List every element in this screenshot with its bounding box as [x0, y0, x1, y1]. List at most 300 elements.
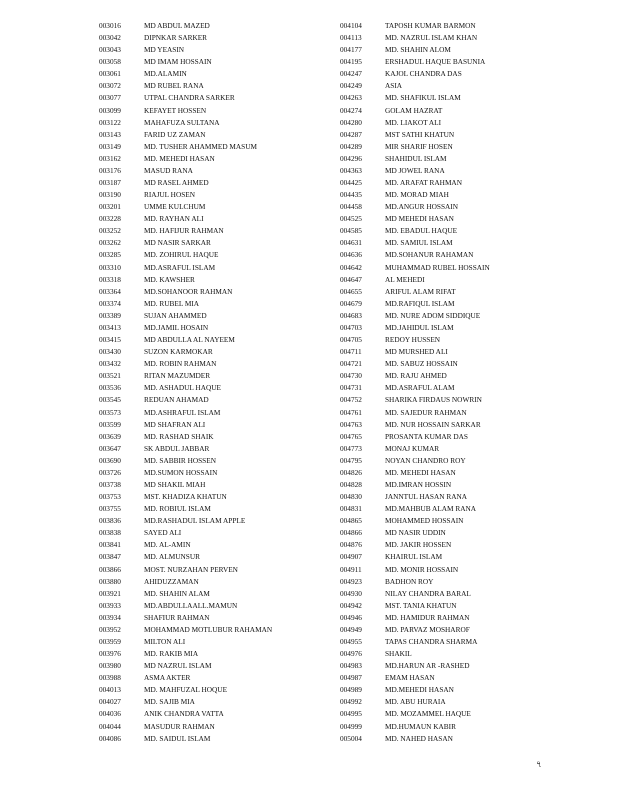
employee-code: 004631 — [340, 238, 362, 248]
employee-name: MD.JAHIDUL ISLAM — [385, 322, 454, 332]
list-item — [340, 431, 580, 443]
employee-code: 003415 — [99, 335, 121, 345]
employee-name: MD NASIR SARKAR — [144, 238, 211, 248]
employee-name: MST. KHADIZA KHATUN — [144, 492, 227, 502]
employee-name: MD. MEHEDI HASAN — [144, 153, 215, 163]
employee-name: FARID UZ ZAMAN — [144, 129, 206, 139]
employee-name: MD.ASHRAFUL ISLAM — [144, 407, 221, 417]
list-item — [340, 515, 580, 527]
list-item — [340, 576, 580, 588]
employee-name: MD. TUSHER AHAMMED MASUM — [144, 141, 257, 151]
employee-name: MD. SABBIR HOSSEN — [144, 455, 216, 465]
list-item — [99, 32, 329, 44]
employee-code: 004763 — [340, 419, 362, 429]
list-item — [340, 129, 580, 141]
employee-code: 004911 — [340, 564, 362, 574]
employee-code: 003838 — [99, 528, 121, 538]
list-item — [99, 479, 329, 491]
employee-name: MST. TANIA KHATUN — [385, 600, 457, 610]
list-item — [340, 310, 580, 322]
list-item — [99, 92, 329, 104]
list-item — [340, 105, 580, 117]
list-item — [340, 503, 580, 515]
employee-name: TAPOSH KUMAR BARMON — [385, 21, 476, 30]
employee-name: MST SATHI KHATUN — [385, 129, 455, 139]
employee-name: MD. PARVAZ MOSHAROF — [385, 624, 470, 634]
employee-name: MD. SAIDUL ISLAM — [144, 733, 211, 743]
employee-code: 003201 — [99, 202, 121, 212]
employee-code: 003933 — [99, 600, 121, 610]
employee-code: 003880 — [99, 576, 121, 586]
list-item — [99, 648, 329, 660]
list-item — [99, 636, 329, 648]
employee-name: KAJOL CHANDRA DAS — [385, 69, 462, 79]
employee-code: 003536 — [99, 383, 121, 393]
employee-name: DIPNKAR SARKER — [144, 33, 208, 43]
list-item — [99, 382, 329, 394]
employee-name: SHARIKA FIRDAUS NOWRIN — [385, 395, 482, 405]
list-item — [99, 733, 329, 745]
employee-code: 003753 — [99, 492, 121, 502]
list-item — [340, 636, 580, 648]
employee-code: 003043 — [99, 45, 121, 55]
employee-name: MD. ROBIUL ISLAM — [144, 504, 211, 514]
employee-code: 003228 — [99, 214, 121, 224]
employee-name: MD SHAFRAN ALI — [144, 419, 206, 429]
list-item — [340, 237, 580, 249]
list-item — [340, 92, 580, 104]
list-item — [340, 491, 580, 503]
employee-name: NILAY CHANDRA BARAL — [385, 588, 471, 598]
employee-name: BADHON ROY — [385, 576, 434, 586]
employee-name: MD. RUBEL MIA — [144, 298, 200, 308]
list-item — [99, 129, 329, 141]
list-item — [340, 153, 580, 165]
employee-name: MD JOWEL RANA — [385, 165, 445, 175]
employee-name: MD. AL-AMIN — [144, 540, 191, 550]
employee-name: AHIDUZZAMAN — [144, 576, 199, 586]
list-item — [99, 286, 329, 298]
employee-code: 003836 — [99, 516, 121, 526]
list-item — [99, 588, 329, 600]
list-item — [99, 467, 329, 479]
list-item — [99, 20, 329, 32]
employee-name: MUHAMMAD RUBEL HOSSAIN — [385, 262, 490, 272]
employee-name: MD. NAHED HASAN — [385, 733, 453, 743]
employee-code: 004752 — [340, 395, 362, 405]
employee-code: 004289 — [340, 141, 362, 151]
list-item — [340, 249, 580, 261]
employee-name: MD.MEHEDI HASAN — [385, 685, 454, 695]
employee-code: 004721 — [340, 359, 362, 369]
employee-code: 004705 — [340, 335, 362, 345]
employee-code: 005004 — [340, 733, 362, 743]
employee-code: 004761 — [340, 407, 362, 417]
employee-name: MD. ALMUNSUR — [144, 552, 200, 562]
employee-code: 003690 — [99, 455, 121, 465]
employee-code: 004995 — [340, 709, 362, 719]
list-item — [340, 262, 580, 274]
list-item — [340, 527, 580, 539]
list-item — [340, 467, 580, 479]
list-item — [340, 213, 580, 225]
employee-code: 004992 — [340, 697, 362, 707]
employee-name: UMME KULCHUM — [144, 202, 206, 212]
employee-name: MD.HUMAUN KABIR — [385, 721, 456, 731]
employee-code: 004930 — [340, 588, 362, 598]
list-item — [99, 56, 329, 68]
list-item — [340, 80, 580, 92]
employee-code: 004773 — [340, 443, 362, 453]
employee-code: 004363 — [340, 165, 362, 175]
list-item — [340, 684, 580, 696]
employee-name: MD.ALAMIN — [144, 69, 187, 79]
list-item — [340, 141, 580, 153]
employee-code: 003952 — [99, 624, 121, 634]
list-item — [99, 262, 329, 274]
employee-name: MOST. NURZAHAN PERVEN — [144, 564, 238, 574]
employee-code: 004711 — [340, 347, 362, 357]
employee-code: 004044 — [99, 721, 121, 731]
list-item — [99, 551, 329, 563]
employee-name: MD. RASHAD SHAIK — [144, 431, 214, 441]
employee-name: MD. SHAHIN ALAM — [144, 588, 210, 598]
employee-name: MD. ABU HURAIA — [385, 697, 446, 707]
employee-code: 003058 — [99, 57, 121, 67]
employee-name: MD.RAFIQUL ISLAM — [385, 298, 455, 308]
employee-code: 003866 — [99, 564, 121, 574]
employee-name: SHAHIDUL ISLAM — [385, 153, 447, 163]
employee-name: MIR SHARIF HOSEN — [385, 141, 453, 151]
list-item — [99, 68, 329, 80]
employee-name: MD NAZRUL ISLAM — [144, 661, 212, 671]
employee-name: MD. MONIR HOSSAIN — [385, 564, 459, 574]
employee-code: 004830 — [340, 492, 362, 502]
employee-name: JANNTUL HASAN RANA — [385, 492, 468, 502]
employee-name: MD. ARAFAT RAHMAN — [385, 178, 462, 188]
employee-code: 004826 — [340, 467, 362, 477]
employee-name: MD.ANGUR HOSSAIN — [385, 202, 458, 212]
employee-code: 004765 — [340, 431, 362, 441]
employee-code: 003262 — [99, 238, 121, 248]
list-item — [99, 564, 329, 576]
employee-code: 004647 — [340, 274, 362, 284]
list-item — [340, 177, 580, 189]
employee-name: MONAJ KUMAR — [385, 443, 440, 453]
list-item — [99, 80, 329, 92]
employee-code: 003072 — [99, 81, 121, 91]
employee-code: 004425 — [340, 178, 362, 188]
employee-name: MD. ROBIN RAHMAN — [144, 359, 217, 369]
list-item — [99, 394, 329, 406]
list-item — [99, 600, 329, 612]
employee-code: 003738 — [99, 479, 121, 489]
list-item — [99, 44, 329, 56]
employee-name: MD. HAFIJUR RAHMAN — [144, 226, 224, 236]
employee-code: 004013 — [99, 685, 121, 695]
list-item — [340, 334, 580, 346]
employee-name: MOHAMMAD MOTLUBUR RAHAMAN — [144, 624, 273, 634]
list-item — [340, 564, 580, 576]
list-item — [340, 660, 580, 672]
employee-code: 004195 — [340, 57, 362, 67]
employee-code: 004287 — [340, 129, 362, 139]
employee-code: 003639 — [99, 431, 121, 441]
employee-code: 003980 — [99, 661, 121, 671]
list-item — [340, 648, 580, 660]
list-item — [99, 153, 329, 165]
employee-code: 003430 — [99, 347, 121, 357]
list-item — [340, 407, 580, 419]
employee-code: 003143 — [99, 129, 121, 139]
employee-name: MD.ASRAFUL ALAM — [385, 383, 455, 393]
employee-code: 003162 — [99, 153, 121, 163]
employee-code: 003841 — [99, 540, 121, 550]
list-item — [340, 696, 580, 708]
list-item — [99, 491, 329, 503]
employee-code: 003976 — [99, 649, 121, 659]
list-item — [99, 624, 329, 636]
employee-code: 003521 — [99, 371, 121, 381]
employee-code: 003122 — [99, 117, 121, 127]
employee-name: SHAFIUR RAHMAN — [144, 612, 210, 622]
employee-code: 003310 — [99, 262, 121, 272]
list-item — [99, 431, 329, 443]
employee-name: MASUDUR RAHMAN — [144, 721, 215, 731]
list-item — [99, 165, 329, 177]
employee-name: REDOY HUSSEN — [385, 335, 441, 345]
employee-name: MD. SAMIUL ISLAM — [385, 238, 453, 248]
list-item — [99, 213, 329, 225]
employee-code: 004679 — [340, 298, 362, 308]
employee-name: MD. MOZAMMEL HAQUE — [385, 709, 471, 719]
list-item — [99, 696, 329, 708]
list-item — [99, 310, 329, 322]
list-item — [99, 527, 329, 539]
employee-code: 003847 — [99, 552, 121, 562]
employee-name: SAYED ALI — [144, 528, 182, 538]
employee-code: 003285 — [99, 250, 121, 260]
employee-name: MD.SOHANUR RAHAMAN — [385, 250, 474, 260]
employee-code: 003374 — [99, 298, 121, 308]
employee-code: 003389 — [99, 310, 121, 320]
list-item — [340, 298, 580, 310]
employee-name: MD. SAJEDUR RAHMAN — [385, 407, 467, 417]
employee-name: MD.RASHADUL ISLAM APPLE — [144, 516, 246, 526]
employee-code: 003187 — [99, 178, 121, 188]
employee-name: MD ABDULLA AL NAYEEM — [144, 335, 235, 345]
employee-code: 003755 — [99, 504, 121, 514]
employee-name: MASUD RANA — [144, 165, 193, 175]
employee-name: MD. ZOHIRUL HAQUE — [144, 250, 219, 260]
employee-name: ARIFUL ALAM RIFAT — [385, 286, 456, 296]
list-item — [340, 600, 580, 612]
employee-name: ERSHADUL HAQUE BASUNIA — [385, 57, 486, 67]
employee-code: 003252 — [99, 226, 121, 236]
employee-name: MD.ABDULLAALL.MAMUN — [144, 600, 238, 610]
list-item — [340, 733, 580, 745]
employee-name: MD. NURE ADOM SIDDIQUE — [385, 310, 481, 320]
list-item — [340, 225, 580, 237]
employee-code: 003647 — [99, 443, 121, 453]
employee-name: MD. EBADUL HAQUE — [385, 226, 458, 236]
list-item — [99, 443, 329, 455]
employee-code: 004976 — [340, 649, 362, 659]
list-item — [99, 576, 329, 588]
employee-name: MD. HAMIDUR RAHMAN — [385, 612, 470, 622]
list-item — [340, 117, 580, 129]
employee-code: 004876 — [340, 540, 362, 550]
list-item — [99, 225, 329, 237]
employee-code: 004987 — [340, 673, 362, 683]
list-item — [340, 588, 580, 600]
employee-name: MD. SABUZ HOSSAIN — [385, 359, 458, 369]
list-item — [340, 539, 580, 551]
employee-name: EMAM HASAN — [385, 673, 435, 683]
employee-code: 003573 — [99, 407, 121, 417]
list-item — [340, 419, 580, 431]
employee-name: MD. JAKIR HOSSEN — [385, 540, 452, 550]
employee-name: MD. MAHFUZAL HOQUE — [144, 685, 228, 695]
employee-name: MD NASIR UDDIN — [385, 528, 446, 538]
employee-name: MD. LIAKOT ALI — [385, 117, 442, 127]
employee-name: MD.ASRAFUL ISLAM — [144, 262, 216, 272]
list-item — [340, 455, 580, 467]
list-item — [99, 455, 329, 467]
list-item — [340, 612, 580, 624]
employee-name: MD. SAJIB MIA — [144, 697, 195, 707]
employee-code: 004655 — [340, 286, 362, 296]
employee-name: MOHAMMED HOSSAIN — [385, 516, 464, 526]
employee-name: MAHAFUZA SULTANA — [144, 117, 220, 127]
employee-name: MD. MORAD MIAH — [385, 190, 449, 200]
list-item — [99, 612, 329, 624]
list-item — [99, 201, 329, 213]
employee-code: 003413 — [99, 322, 121, 332]
list-item — [99, 660, 329, 672]
employee-code: 004999 — [340, 721, 362, 731]
employee-code: 003726 — [99, 467, 121, 477]
employee-code: 004831 — [340, 504, 362, 514]
right-name-list — [340, 20, 580, 745]
list-item — [99, 721, 329, 733]
employee-name: UTPAL CHANDRA SARKER — [144, 93, 235, 103]
employee-code: 004585 — [340, 226, 362, 236]
list-item — [99, 346, 329, 358]
employee-name: MD.HARUN AR -RASHED — [385, 661, 470, 671]
employee-code: 004955 — [340, 636, 362, 646]
employee-code: 004731 — [340, 383, 362, 393]
employee-code: 004027 — [99, 697, 121, 707]
list-item — [340, 274, 580, 286]
employee-code: 004703 — [340, 322, 362, 332]
list-item — [99, 322, 329, 334]
list-item — [99, 177, 329, 189]
employee-name: MD.SUMON HOSSAIN — [144, 467, 218, 477]
employee-code: 004795 — [340, 455, 362, 465]
list-item — [99, 503, 329, 515]
employee-name: SUZON KARMOKAR — [144, 347, 213, 357]
employee-code: 003364 — [99, 286, 121, 296]
employee-name: PROSANTA KUMAR DAS — [385, 431, 468, 441]
employee-name: NOYAN CHANDRO ROY — [385, 455, 466, 465]
employee-name: MD. SHAFIKUL ISLAM — [385, 93, 461, 103]
employee-code: 004104 — [340, 21, 362, 30]
employee-name: SHAKIL — [385, 649, 412, 659]
page-number: ৭ — [536, 759, 542, 769]
employee-name: MD.JAMIL HOSAIN — [144, 322, 209, 332]
employee-code: 004249 — [340, 81, 362, 91]
list-item — [340, 708, 580, 720]
list-item — [99, 407, 329, 419]
employee-name: MD. ASHADUL HAQUE — [144, 383, 221, 393]
employee-code: 003988 — [99, 673, 121, 683]
employee-name: GOLAM HAZRAT — [385, 105, 443, 115]
list-item — [340, 20, 580, 32]
list-item — [340, 44, 580, 56]
employee-code: 003318 — [99, 274, 121, 284]
list-item — [99, 370, 329, 382]
employee-name: MD. SHAHIN ALOM — [385, 45, 451, 55]
employee-code: 004989 — [340, 685, 362, 695]
list-item — [340, 624, 580, 636]
employee-code: 003016 — [99, 21, 121, 30]
list-item — [340, 189, 580, 201]
employee-code: 003959 — [99, 636, 121, 646]
employee-name: ANIK CHANDRA VATTA — [144, 709, 224, 719]
list-item — [340, 721, 580, 733]
list-item — [340, 370, 580, 382]
employee-name: MD. NAZRUL ISLAM KHAN — [385, 33, 478, 43]
employee-name: MD. MEHEDI HASAN — [385, 467, 456, 477]
employee-name: REDUAN AHAMAD — [144, 395, 209, 405]
employee-code: 004113 — [340, 33, 362, 43]
employee-code: 004177 — [340, 45, 362, 55]
list-item — [340, 56, 580, 68]
employee-name: MD.IMRAN HOSSIN — [385, 479, 452, 489]
employee-code: 004458 — [340, 202, 362, 212]
employee-code: 004828 — [340, 479, 362, 489]
list-item — [340, 443, 580, 455]
list-item — [340, 201, 580, 213]
list-item — [99, 539, 329, 551]
list-item — [99, 334, 329, 346]
employee-name: KEFAYET HOSSEN — [144, 105, 207, 115]
employee-name: ASIA — [385, 81, 403, 91]
employee-code: 003042 — [99, 33, 121, 43]
employee-name: RIAJUL HOSEN — [144, 190, 196, 200]
employee-code: 004866 — [340, 528, 362, 538]
employee-name: MD. NUR HOSSAIN SARKAR — [385, 419, 481, 429]
employee-name: MD. RAKIB MIA — [144, 649, 199, 659]
list-item — [340, 394, 580, 406]
employee-name: MD SHAKIL MIAH — [144, 479, 206, 489]
employee-code: 003599 — [99, 419, 121, 429]
list-item — [340, 672, 580, 684]
employee-name: MD. KAWSHER — [144, 274, 195, 284]
list-item — [99, 249, 329, 261]
employee-code: 003432 — [99, 359, 121, 369]
employee-name: MD RUBEL RANA — [144, 81, 204, 91]
employee-code: 004942 — [340, 600, 362, 610]
employee-code: 004983 — [340, 661, 362, 671]
employee-name: TAPAS CHANDRA SHARMA — [385, 636, 478, 646]
employee-code: 003190 — [99, 190, 121, 200]
employee-code: 003149 — [99, 141, 121, 151]
list-item — [340, 551, 580, 563]
employee-name: MD.SOHANOOR RAHMAN — [144, 286, 233, 296]
employee-name: MD YEASIN — [144, 45, 185, 55]
